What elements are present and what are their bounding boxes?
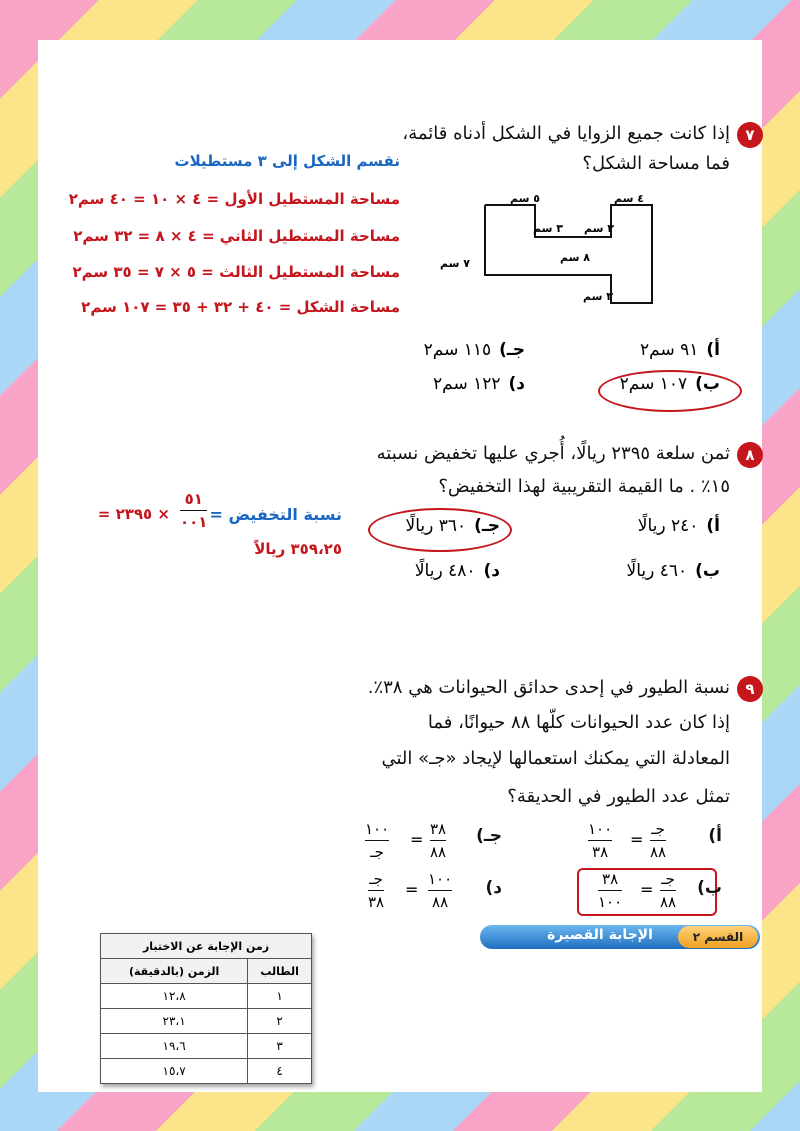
table-header-student: الطالب bbox=[248, 959, 312, 984]
q9-option-d-letter[interactable]: د) bbox=[485, 878, 502, 898]
fraction-numerator: جـ bbox=[369, 870, 383, 888]
fraction-denominator: ٨٨ bbox=[650, 843, 667, 861]
q8-option-a-text: ٢٤٠ ريالًا bbox=[637, 516, 699, 536]
q7-text-line2: فما مساحة الشكل؟ bbox=[582, 153, 730, 174]
fraction-numerator: ١٠٠ bbox=[428, 870, 453, 888]
fraction-numerator: ١٠٠ bbox=[588, 820, 613, 838]
fraction-bar bbox=[660, 890, 676, 891]
q7-solution-line5: مساحة الشكل = ٤٠ + ٣٢ + ٣٥ = ١٠٧ سم٢ bbox=[81, 298, 400, 316]
q9-option-b-left-fraction bbox=[660, 870, 676, 911]
q9-text-line3: المعادلة التي يمكنك استعمالها لإيجاد «جـ» التي bbox=[381, 748, 730, 769]
table-row bbox=[101, 1034, 312, 1059]
q8-solution-label: نسبة التخفيض = bbox=[209, 505, 342, 524]
q8-option-d-letter: د) bbox=[483, 561, 500, 581]
equals-sign: = bbox=[640, 880, 654, 899]
fraction-bar bbox=[430, 840, 446, 841]
q7-correct-answer-circle bbox=[598, 370, 742, 412]
shape-label-bottom-right: ٣ سم bbox=[583, 290, 613, 303]
q8-text-line1: ثمن سلعة ٢٣٩٥ ريالًا، أُجري عليها تخفيض نسبته bbox=[376, 443, 730, 464]
q7-text-line1: إذا كانت جميع الزوايا في الشكل أدناه قائمة، bbox=[402, 123, 730, 144]
fraction-numerator: جـ bbox=[661, 870, 675, 888]
q8-option-b-letter: ب) bbox=[695, 561, 720, 581]
fraction-denominator: ١٠٠ bbox=[598, 893, 623, 911]
q8-fraction-numerator: ٥١ bbox=[184, 490, 203, 508]
question-number-7: ٧ bbox=[737, 122, 763, 148]
q9-option-b-letter[interactable]: ب) bbox=[697, 878, 722, 898]
section-title: الإجابة القصيرة bbox=[547, 927, 653, 943]
q9-option-d-left-fraction bbox=[428, 870, 452, 911]
shape-label-top-left: ٥ سم bbox=[510, 192, 540, 205]
table-cell-time: ١٥،٧ bbox=[101, 1059, 248, 1084]
table-header-time: الزمن (بالدقيقة) bbox=[101, 959, 248, 984]
fraction-numerator: ١٠٠ bbox=[365, 820, 390, 838]
fraction-bar bbox=[180, 510, 207, 511]
question-number-9: ٩ bbox=[737, 676, 763, 702]
table-cell-student: ٢ bbox=[248, 1009, 312, 1034]
q7-option-d-text: ١٢٢ سم٢ bbox=[432, 374, 501, 394]
table-cell-student: ٤ bbox=[248, 1059, 312, 1084]
q7-option-d-letter: د) bbox=[508, 374, 525, 394]
q8-solution-multiply: × ٢٣٩٥ = bbox=[97, 505, 170, 523]
section-tag: القسم ٢ bbox=[678, 926, 758, 948]
q7-solution-line3: مساحة المستطيل الثاني = ٤ × ٨ = ٣٢ سم٢ bbox=[73, 227, 400, 245]
table-cell-time: ١٢،٨ bbox=[101, 984, 248, 1009]
shape-label-left-side: ٧ سم bbox=[440, 257, 470, 270]
q7-option-b-letter: ب) bbox=[695, 374, 720, 394]
q8-text-line2: ١٥٪ . ما القيمة التقريبية لهذا التخفيض؟ bbox=[438, 476, 730, 497]
q8-fraction-denominator: ٠٠١ bbox=[180, 513, 208, 531]
fraction-denominator: ٣٨ bbox=[592, 843, 609, 861]
q8-option-b[interactable] bbox=[627, 561, 721, 581]
q7-solution-line1: نقسم الشكل إلى ٣ مستطيلات bbox=[174, 152, 400, 170]
q8-option-b-text: ٤٦٠ ريالًا bbox=[626, 561, 688, 581]
q7-option-a[interactable] bbox=[640, 340, 720, 360]
table-row bbox=[101, 1059, 312, 1084]
q9-option-a-left-fraction bbox=[650, 820, 666, 861]
q7-option-b-text: ١٠٧ سم٢ bbox=[619, 374, 688, 394]
table-cell-student: ١ bbox=[248, 984, 312, 1009]
fraction-bar bbox=[598, 890, 622, 891]
q7-option-a-text: ٩١ سم٢ bbox=[640, 340, 699, 360]
question-number-8: ٨ bbox=[737, 442, 763, 468]
q8-solution-fraction bbox=[180, 490, 207, 531]
fraction-bar bbox=[588, 840, 612, 841]
shape-label-inner-right: ٣ سم bbox=[584, 222, 614, 235]
fraction-bar bbox=[368, 890, 384, 891]
q8-option-a-letter: أ) bbox=[706, 516, 720, 536]
q8-option-c-letter: جـ) bbox=[474, 516, 500, 536]
q9-text-line1: نسبة الطيور في إحدى حدائق الحيوانات هي ٣٨٪. bbox=[367, 677, 730, 698]
equals-sign: = bbox=[410, 830, 424, 849]
q9-option-c-right-fraction bbox=[365, 820, 389, 861]
shape-label-top-right: ٤ سم bbox=[614, 192, 644, 205]
fraction-denominator: ٨٨ bbox=[660, 893, 677, 911]
table-cell-student: ٣ bbox=[248, 1034, 312, 1059]
fraction-bar bbox=[428, 890, 452, 891]
q8-option-c-text: ٣٦٠ ريالًا bbox=[405, 516, 467, 536]
q7-solution-line4: مساحة المستطيل الثالث = ٥ × ٧ = ٣٥ سم٢ bbox=[72, 263, 400, 281]
equals-sign: = bbox=[405, 880, 419, 899]
q7-option-c[interactable] bbox=[424, 340, 525, 360]
fraction-denominator: ٨٨ bbox=[430, 843, 447, 861]
shape-label-middle: ٨ سم bbox=[560, 251, 590, 264]
fraction-numerator: ٣٨ bbox=[430, 820, 447, 838]
q8-option-d-text: ٤٨٠ ريالًا bbox=[414, 561, 476, 581]
q8-correct-answer-circle bbox=[368, 508, 512, 552]
fraction-denominator: ٨٨ bbox=[432, 893, 449, 911]
q7-option-c-text: ١١٥ سم٢ bbox=[423, 340, 492, 360]
fraction-numerator: ٣٨ bbox=[602, 870, 619, 888]
q7-option-c-letter: جـ) bbox=[499, 340, 525, 360]
equals-sign: = bbox=[630, 830, 644, 849]
q7-option-a-letter: أ) bbox=[706, 340, 720, 360]
q9-option-d-right-fraction bbox=[368, 870, 384, 911]
q8-solution-result: ٣٥٩،٢٥ ريالاً bbox=[254, 540, 342, 558]
table-cell-time: ٢٣،١ bbox=[101, 1009, 248, 1034]
q9-option-a-letter[interactable]: أ) bbox=[708, 826, 722, 846]
fraction-bar bbox=[650, 840, 666, 841]
q7-option-d[interactable] bbox=[433, 374, 525, 394]
table-title: زمن الإجابة عن الاختبار bbox=[101, 934, 312, 959]
q9-option-c-letter[interactable]: جـ) bbox=[476, 826, 502, 846]
q8-option-d[interactable] bbox=[415, 561, 500, 581]
q9-text-line2: إذا كان عدد الحيوانات كلّها ٨٨ حيوانًا، فما bbox=[427, 712, 730, 733]
fraction-denominator: جـ bbox=[370, 843, 384, 861]
shape-label-inner-short: ٣ سم bbox=[533, 222, 563, 235]
q7-solution-line2: مساحة المستطيل الأول = ٤ × ١٠ = ٤٠ سم٢ bbox=[68, 190, 400, 208]
fraction-numerator: جـ bbox=[651, 820, 665, 838]
table-row bbox=[101, 984, 312, 1009]
q9-option-a-right-fraction bbox=[588, 820, 612, 861]
q8-option-a[interactable] bbox=[638, 516, 720, 536]
table-cell-time: ١٩،٦ bbox=[101, 1034, 248, 1059]
q9-text-line4: تمثل عدد الطيور في الحديقة؟ bbox=[507, 786, 730, 807]
fraction-denominator: ٣٨ bbox=[368, 893, 385, 911]
table-row bbox=[101, 1009, 312, 1034]
q9-option-c-left-fraction bbox=[430, 820, 446, 861]
answer-time-table bbox=[100, 933, 312, 1084]
q9-option-b-right-fraction bbox=[598, 870, 622, 911]
fraction-bar bbox=[365, 840, 389, 841]
